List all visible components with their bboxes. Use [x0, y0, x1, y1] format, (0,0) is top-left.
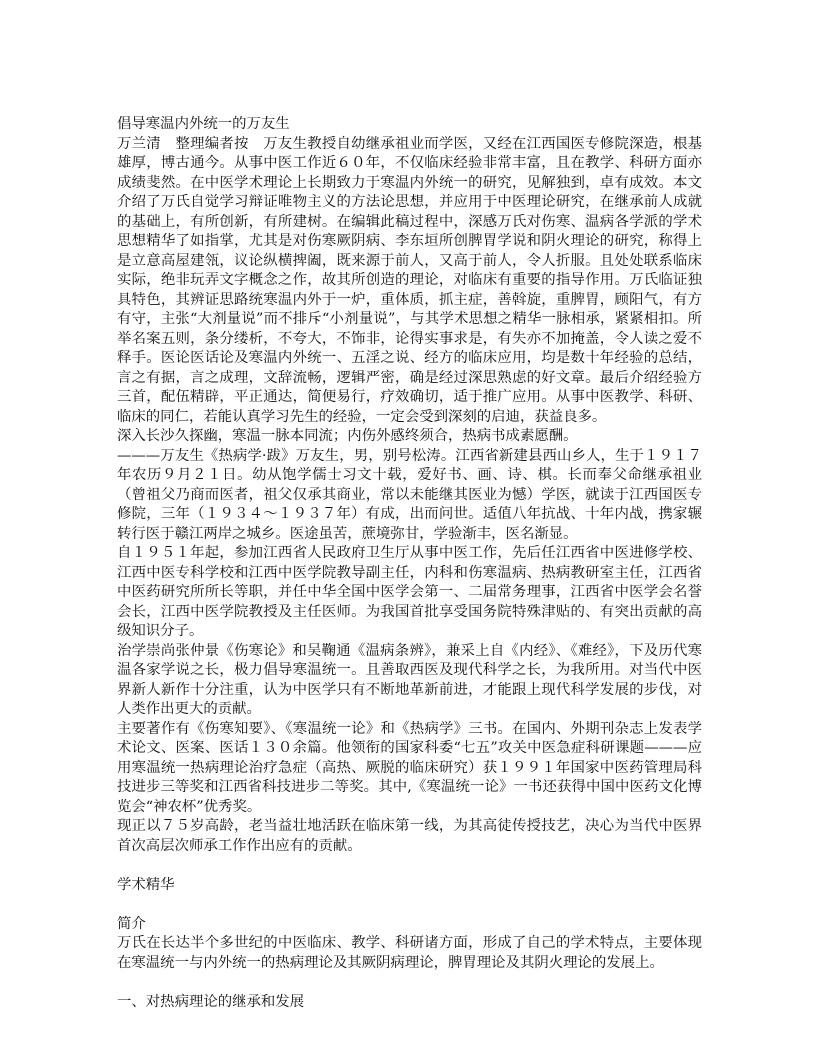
document-body	[117, 115, 702, 1012]
paragraph-scholarship: 治学崇尚张仲景《伤寒论》和吴鞠通《温病条辨》，兼采上自《内经》、《难经》，下及历代寒温各家学说之长，极力倡导寒温统一。且善取西医及现代科学之长，为我所用。对当代中医界新人新作十分注重，认为中医学只有不断地革新前进，才能跟上现代科学发展的步伐，对人类作出更大的贡献。	[117, 642, 702, 717]
chapter-heading: 一、对热病理论的继承和发展	[117, 993, 305, 1010]
paragraph-biography: ———万友生《热病学·跋》万友生，男，别号松涛。江西省新建县西山乡人，生于１９１７年农历９月２１日。幼从饱学儒士习文十载，爱好书、画、诗、棋。长而奉父命继承祖业（曾祖父乃商而医者，祖父仅承其商业，常以未能继其医业为憾）学医，就读于江西国医专修院，三年（１９３４～１９３７年）有成，出而问世。适值八年抗战、十年内战，携家辗转行医于赣江两岸之城乡。医途虽苦，蔗境弥甘，学验渐丰，医名渐显。	[117, 447, 702, 542]
subsection-heading: 简介	[117, 915, 146, 932]
paragraph-works: 主要著作有《伤寒知要》、《寒温统一论》和《热病学》三书。在国内、外期刊杂志上发表学术论文、医案、医话１３０余篇。他领衔的国家科委“七五”攻关中医急症科研课题———应用寒温统一热病理论治疗急症（高热、厥脱的临床研究）获１９９１年国家中医药管理局科技进步三等奖和江西省科技进步二等奖。其中,《寒温统一论》一书还获得中国中医药文化博览会“神农杯”优秀奖。	[117, 720, 702, 815]
section-heading: 学术精华	[117, 876, 175, 893]
paragraph-intro: 万氏在长达半个多世纪的中医临床、教学、科研诸方面，形成了自己的学术特点，主要体现在寒温统一与内外统一的热病理论及其厥阴病理论，脾胃理论及其阴火理论的发展上。	[117, 935, 702, 971]
paragraph-poem: 深入长沙久探幽，寒温一脉本同流；内伤外感终须合，热病书成素愿酬。	[117, 428, 578, 444]
paragraph-editor-note: 万兰清 整理编者按 万友生教授自幼继承祖业而学医，又经在江西国医专修院深造，根基雄厚，博古通今。从事中医工作近６０年，不仅临床经验非常丰富，且在教学、科研方面亦成绩斐然。在中医学术理论上长期致力于寒温内外统一的研究，见解独到，卓有成效。本文介绍了万氏自觉学习辩证唯物主义的方法论思想，并应用于中医理论研究，在继承前人成就的基础上，有所创新，有所建树。在编辑此稿过程中，深感万氏对伤寒、温病各学派的学术思想精华了如指掌，尤其是对伤寒厥阴病、李东垣所创脾胃学说和阴火理论的研究，称得上是立意高屋建瓴，议论纵横捭阖，既来源于前人，又高于前人，令人折服。且处处联系临床实际，绝非玩弄文字概念之作，故其所创造的理论，对临床有重要的指导作用。万氏临证独具特色，其辨证思路统寒温内外于一炉，重体质，抓主症，善斡旋，重脾胃，顾阳气，有方有守，主张“大剂量说”而不排斥“小剂量说”，与其学术思想之精华一脉相承，紧紧相扣。所举名案五则，条分缕析，不夸大，不饰非，论得实事求是，有失亦不加掩盖，令人读之爱不释手。医论医话论及寒温内外统一、五淫之说、经方的临床应用，均是数十年经验的总结，言之有据，言之成理，文辞流畅，逻辑严密，确是经过深思熟虑的好文章。最后介绍经验方三首，配伍精辟，平正通达，简便易行，疗效确切，适于推广应用。从事中医教学、科研、临床的同仁，若能认真学习先生的经验，一定会受到深刻的启迪，获益良多。	[117, 135, 702, 425]
paragraph-career: 自１９５１年起，参加江西省人民政府卫生厅从事中医工作，先后任江西省中医进修学校、江西中医专科学校和江西中医学院教导副主任，内科和伤寒温病、热病教研室主任，江西省中医药研究所所长等职，并任中华全国中医学会第一、二届常务理事，江西省中医学会名誉会长，江西中医学院教授及主任医师。为我国首批享受国务院特殊津贴的、有突出贡献的高级知识分子。	[117, 545, 702, 639]
document-title: 倡导寒温内外统一的万友生	[117, 116, 290, 132]
paragraph-current: 现正以７５岁高龄，老当益壮地活跃在临床第一线，为其高徒传授技艺，决心为当代中医界首次高层次师承工作作出应有的贡献。	[117, 818, 702, 854]
